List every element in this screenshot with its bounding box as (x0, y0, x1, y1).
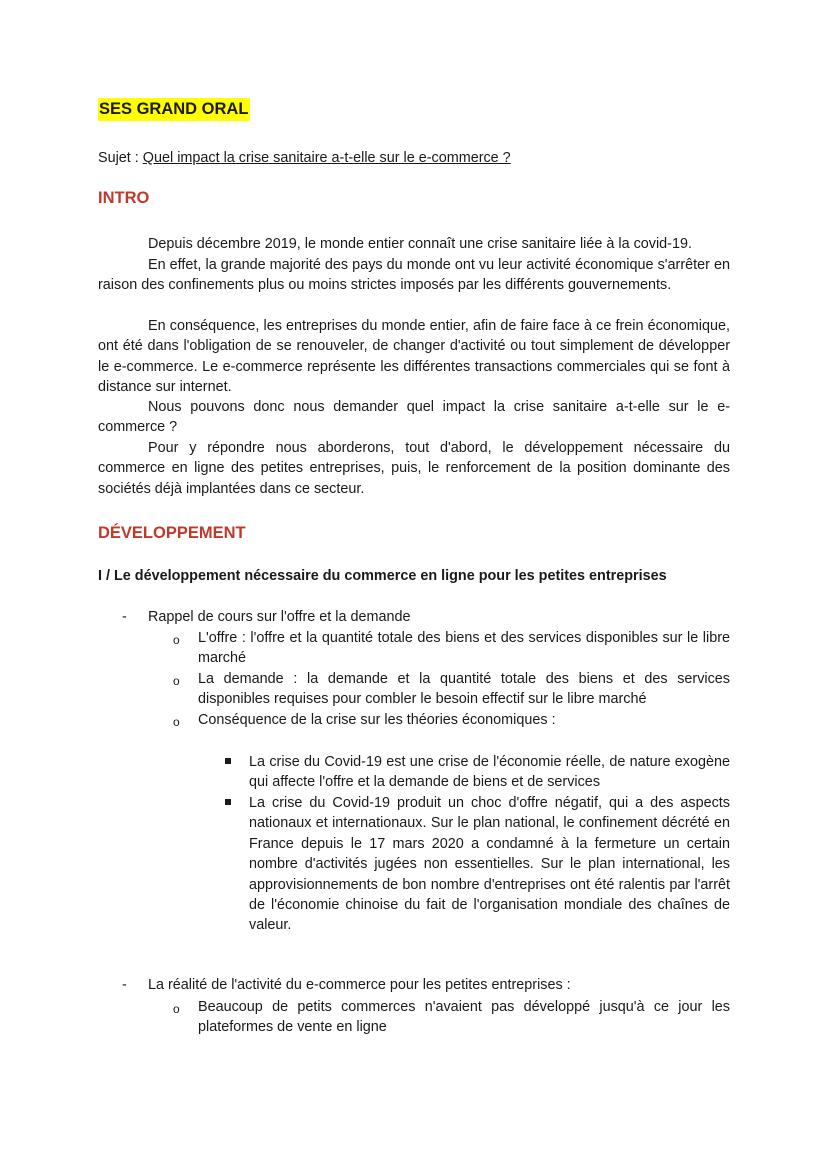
list-item (148, 669, 730, 710)
part1-heading: I / Le développement nécessaire du commerce en ligne pour les petites entreprises (98, 568, 667, 584)
list-item-text: La crise du Covid-19 est une crise de l'économie réelle, de nature exogène qui affecte l'offre et la demande de biens et de services (249, 754, 730, 791)
square-bullet-icon (225, 799, 231, 805)
dash-bullet: - (122, 977, 127, 993)
development-heading: DÉVELOPPEMENT (98, 524, 246, 542)
circle-bullet: o (173, 715, 180, 729)
list-item-text: L'offre : l'offre et la quantité totale des biens et des services disponibles sur le libre marché (198, 630, 730, 667)
list-item-text: Conséquence de la crise sur les théories économiques : (198, 712, 556, 728)
intro-heading: INTRO (98, 189, 150, 207)
intro-paragraph: Pour y répondre nous aborderons, tout d'abord, le développement nécessaire du commerce en ligne des petites entreprises, puis, le renforcement de la position dominante des sociétés déjà implantées dans ce secteur. (98, 440, 730, 497)
circle-bullet: o (173, 1002, 180, 1016)
document-title: SES GRAND ORAL (98, 98, 250, 121)
square-bullet-icon (225, 758, 231, 764)
list-item-text: Rappel de cours sur l'offre et la demande (148, 609, 411, 625)
list-item (148, 997, 730, 1038)
intro-paragraph: En conséquence, les entreprises du monde entier, afin de faire face à ce frein économique, ont été dans l'obligation de se renouveler, de changer d'activité ou tout simplement de développer le e-commerce. Le e-commerce représente les différentes transactions commerciales qui se font à distance sur internet. (98, 318, 730, 396)
list-item-text: La demande : la demande et la quantité totale des biens et des services disponibles requises pour combler le besoin effectif sur le libre marché (198, 671, 730, 708)
list-item (222, 793, 730, 936)
intro-paragraph: Depuis décembre 2019, le monde entier connaît une crise sanitaire liée à la covid-19. (148, 236, 692, 252)
list-item (98, 975, 730, 995)
list-item (148, 710, 730, 730)
intro-paragraph: En effet, la grande majorité des pays du monde ont vu leur activité économique s'arrêter en raison des confinements plus ou moins strictes imposés par les différents gouvernements. (98, 257, 730, 294)
circle-bullet: o (173, 633, 180, 647)
list-item-text: La réalité de l'activité du e-commerce pour les petites entreprises : (148, 977, 571, 993)
intro-paragraph: Nous pouvons donc nous demander quel impact la crise sanitaire a-t-elle sur le e-commerce ? (98, 399, 730, 436)
subject-question: Quel impact la crise sanitaire a-t-elle sur le e-commerce ? (142, 150, 511, 166)
list-item-text: La crise du Covid-19 produit un choc d'offre négatif, qui a des aspects nationaux et internationaux. Sur le plan national, le confinement décrété en France depuis le 17 mars 2020 a condamné à la fermeture un certain nombre d'activités jugées non essentielles. Sur le plan international, les approvisionnements de bon nombre d'entreprises ont été ralentis par l'arrêt de l'économie chinoise du fait de l'organisation mondiale des chaînes de valeur. (249, 795, 730, 934)
dash-bullet: - (122, 609, 127, 625)
list-item (98, 607, 730, 627)
subject-line (98, 148, 511, 168)
subject-label: Sujet : (98, 150, 143, 166)
list-item (222, 752, 730, 793)
list-item (148, 628, 730, 669)
circle-bullet: o (173, 674, 180, 688)
list-item-text: Beaucoup de petits commerces n'avaient pas développé jusqu'à ce jour les plateformes de vente en ligne (198, 999, 730, 1036)
